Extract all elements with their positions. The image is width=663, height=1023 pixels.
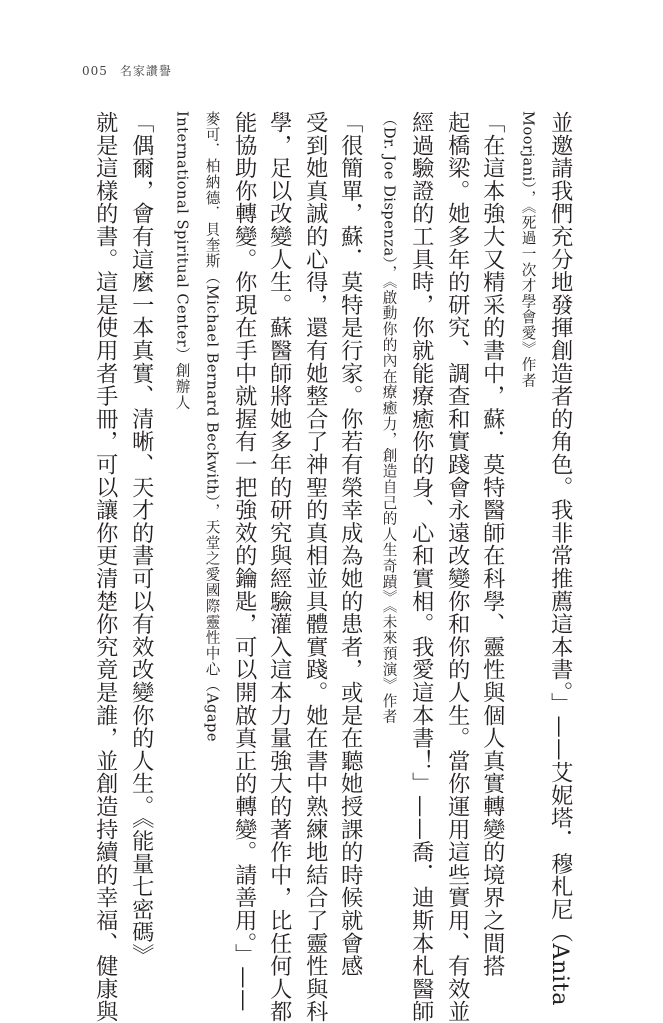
attribution-column: Moorjani），《死過一次才學會愛》作者	[519, 111, 537, 389]
running-header	[82, 62, 172, 79]
attribution-column: International Spiritual Center）創辦人	[173, 111, 191, 411]
attribution-column: 麥可．柏納德．貝奎斯（Michael Bernard Beckwith），天堂之愛國際靈性中心（Agape	[203, 111, 221, 743]
section-title: 名家讚譽	[119, 64, 172, 78]
text-column: 受到她真誠的心得，還有她整合了神聖的真相並具體實踐。她在書中熟練地結合了靈性與科	[302, 111, 329, 1023]
text-column: 學，足以改變人生。蘇醫師將她多年的研究與經驗灌入這本力量強大的著作中，比任何人都	[266, 111, 293, 1023]
text-column: 就是這樣的書。這是使用者手冊，可以讓你更清楚你究竟是誰，並創造持續的幸福、健康與	[92, 111, 119, 1023]
text-column: 「偶爾，會有這麼一本真實、清晰、天才的書可以有效改變你的人生。《能量七密碼》	[128, 111, 155, 967]
text-column: 起橋梁。她多年的研究、調查和實踐會永遠改變你和你的人生。當你運用這些實用、有效並	[444, 111, 471, 1023]
text-column: 「在這本強大又精采的書中，蘇．莫特醫師在科學、靈性與個人真實轉變的境界之間搭	[479, 111, 506, 978]
text-column: 並邀請我們充分地發揮創造者的角色。我非常推薦這本書。」——艾妮塔．穆札尼（Anita	[547, 111, 574, 1007]
page-number: 005	[82, 64, 108, 78]
text-column: 「很簡單，蘇．莫特是行家。你若有榮幸成為她的患者，或是在聽她授課的時候就會感	[337, 111, 364, 978]
text-column: 經過驗證的工具時，你就能療癒你的身、心和實相。我愛這本書！」——喬．迪斯本札醫師	[408, 111, 435, 1023]
attribution-column: （Dr. Joe Dispenza），《啟動你的內在療癒力，創造自己的人生奇蹟》《未來預演》作者	[380, 111, 398, 725]
text-column: 能協助你轉變。你現在手中就握有一把強效的鑰匙，可以開啟真正的轉變。請善用。」——	[231, 111, 258, 1012]
